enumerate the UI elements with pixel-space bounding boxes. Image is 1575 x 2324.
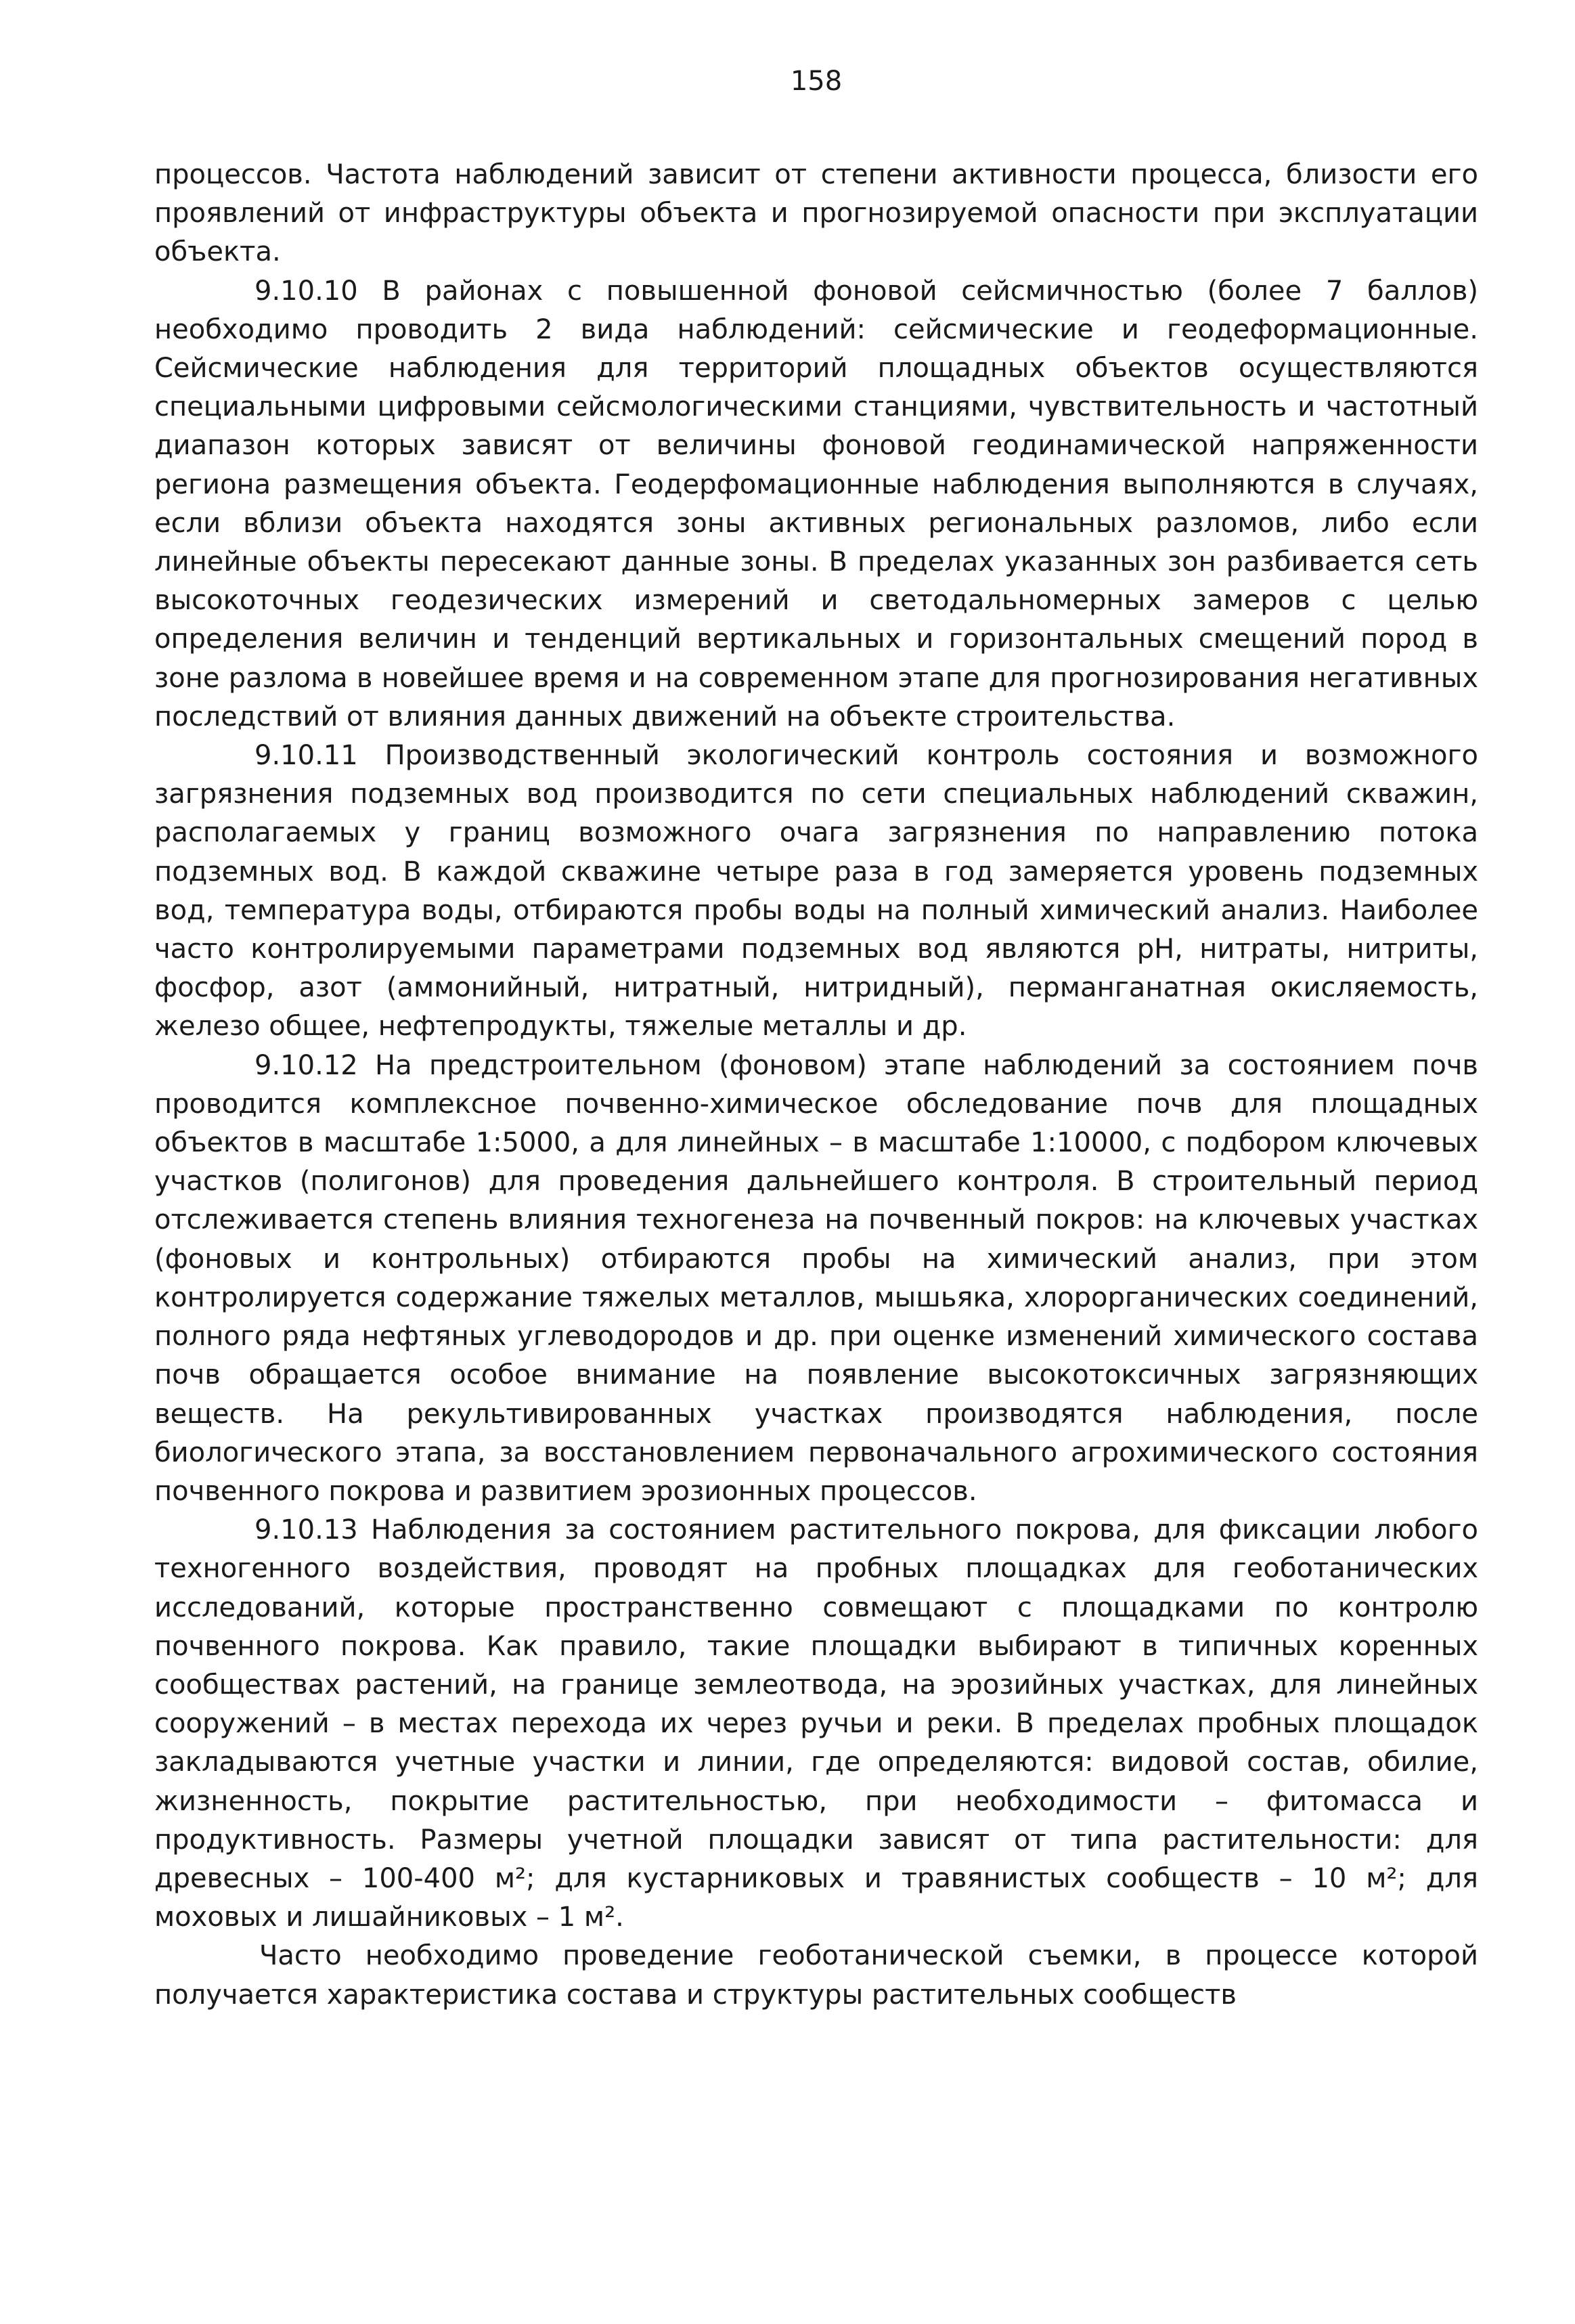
paragraph-continuation: процессов. Частота наблюдений зависит от степени активности процесса, близости его проявлений от инфраструктуры объекта и прогнозируемой опасности при эксплуатации объекта. bbox=[154, 159, 1478, 268]
paragraph-geobotanical-survey: Часто необходимо проведение геоботанической съемки, в процессе которой получается характеристика состава и структуры растительных сообществ bbox=[154, 1940, 1478, 2011]
body-text bbox=[154, 156, 1478, 2015]
paragraph-9-10-13: 9.10.13 Наблюдения за состоянием растительного покрова, для фиксации любого техногенного воздействия, проводят на пробных площадках для геоботанических исследований, которые пространственно совмещают с площадками по контролю почвенного покрова. Как правило, такие площадки выбирают в типичных коренных сообществах растений, на границе землеотвода, на эрозийных участках, для линейных сооружений – в местах перехода их через ручьи и реки. В пределах пробных площадок закладываются учетные участки и линии, где определяются: видовой состав, обилие, жизненность, покрытие растительностью, при необходимости – фитомасса и продуктивность. Размеры учетной площадки зависят от типа растительности: для древесных – 100-400 м²; для кустарниковых и травянистых сообществ – 10 м²; для моховых и лишайниковых – 1 м². bbox=[154, 1514, 1478, 1933]
page-number: 158 bbox=[790, 66, 843, 97]
paragraph-9-10-10: 9.10.10 В районах с повышенной фоновой сейсмичностью (более 7 баллов) необходимо проводить 2 вида наблюдений: сейсмические и геодеформационные. Сейсмические наблюдения для территорий площадных объектов осуществляются специальными цифровыми сейсмологическими станциями, чувствительность и частотный диапазон которых зависят от величины фоновой геодинамической напряженности региона размещения объекта. Геодерфомационные наблюдения выполняются в случаях, если вблизи объекта находятся зоны активных региональных разломов, либо если линейные объекты пересекают данные зоны. В пределах указанных зон разбивается сеть высокоточных геодезических измерений и светодальномерных замеров с целью определения величин и тенденций вертикальных и горизонтальных смещений пород в зоне разлома в новейшее время и на современном этапе для прогнозирования негативных последствий от влияния данных движений на объекте строительства. bbox=[154, 275, 1478, 732]
document-page bbox=[154, 64, 1478, 2015]
paragraph-9-10-11: 9.10.11 Производственный экологический контроль состояния и возможного загрязнения подземных вод производится по сети специальных наблюдений скважин, располагаемых у границ возможного очага загрязнения по направлению потока подземных вод. В каждой скважине четыре раза в год замеряется уровень подземных вод, температура воды, отбираются пробы воды на полный химический анализ. Наиболее часто контролируемыми параметрами подземных вод являются pH, нитраты, нитриты, фосфор, азот (аммонийный, нитратный, нитридный), перманганатная окисляемость, железо общее, нефтепродукты, тяжелые металлы и др. bbox=[154, 740, 1478, 1043]
paragraph-9-10-12: 9.10.12 На предстроительном (фоновом) этапе наблюдений за состоянием почв проводится комплексное почвенно-химическое обследование почв для площадных объектов в масштабе 1:5000, а для линейных – в масштабе 1:10000, с подбором ключевых участков (полигонов) для проведения дальнейшего контроля. В строительный период отслеживается степень влияния техногенеза на почвенный покров: на ключевых участках (фоновых и контрольных) отбираются пробы на химический анализ, при этом контролируется содержание тяжелых металлов, мышьяка, хлорорганических соединений, полного ряда нефтяных углеводородов и др. при оценке изменений химического состава почв обращается особое внимание на появление высокотоксичных загрязняющих веществ. На рекультивированных участках производятся наблюдения, после биологического этапа, за восстановлением первоначального агрохимического состояния почвенного покрова и развитием эрозионных процессов. bbox=[154, 1049, 1478, 1507]
